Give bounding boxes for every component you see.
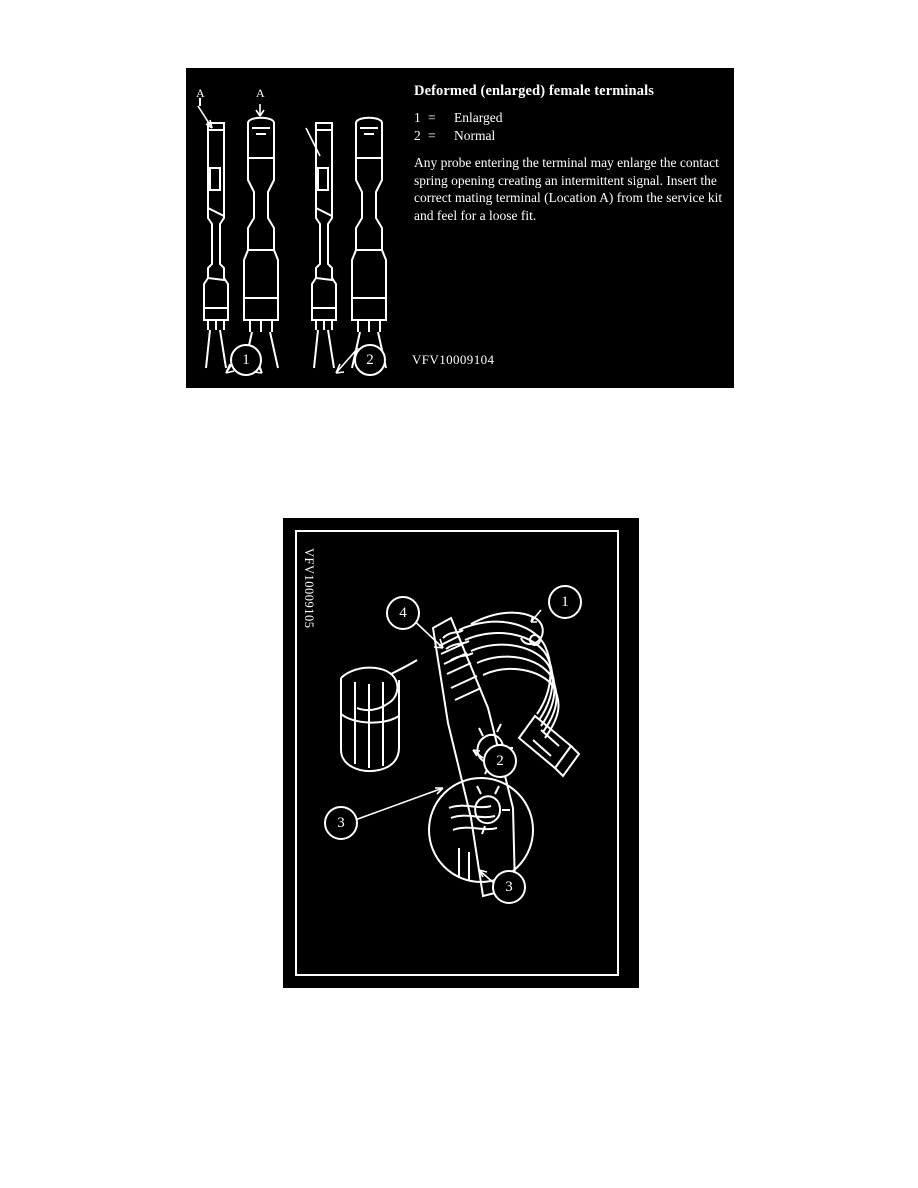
callout-bubble-4: 4: [386, 596, 420, 630]
callout-bubble-2: 2: [354, 344, 386, 376]
figure-1-body-text: Any probe entering the terminal may enlarge the contact spring opening creating an intermittent signal. Insert the correct mating terminal (Location A) from the service kit and feel for a loose fit.: [414, 154, 723, 224]
figure-1-reference-code: VFV10009104: [412, 352, 495, 367]
legend-row-2: [414, 127, 726, 145]
deformed-female-terminals-figure: [186, 68, 734, 388]
legend-number-2: 2: [414, 127, 421, 143]
legend-number-1: 1: [414, 109, 421, 125]
terminal-illustrations: [186, 68, 408, 388]
figure-1-text-block: [414, 84, 726, 225]
legend-equals-1: =: [428, 109, 436, 125]
harness-line-art: [283, 518, 639, 988]
callout-bubble-3-left: 3: [324, 806, 358, 840]
legend-row-1: [414, 109, 726, 127]
legend-equals-2: =: [428, 127, 436, 143]
wiring-harness-damage-figure: [283, 518, 639, 988]
figure-1-legend: [414, 109, 726, 145]
callout-bubble-1: 1: [548, 585, 582, 619]
location-label-a-right: A: [256, 86, 265, 100]
figure-2-reference-code: VFV10009105: [302, 548, 316, 629]
figure-1-title: Deformed (enlarged) female terminals: [414, 83, 654, 99]
location-label-a-left: A: [196, 86, 205, 100]
legend-label-1: Enlarged: [454, 109, 503, 125]
terminal-line-art: [186, 68, 408, 388]
callout-bubble-2: 2: [483, 744, 517, 778]
legend-label-2: Normal: [454, 127, 496, 143]
callout-bubble-3-right: 3: [492, 870, 526, 904]
callout-bubble-1: 1: [230, 344, 262, 376]
